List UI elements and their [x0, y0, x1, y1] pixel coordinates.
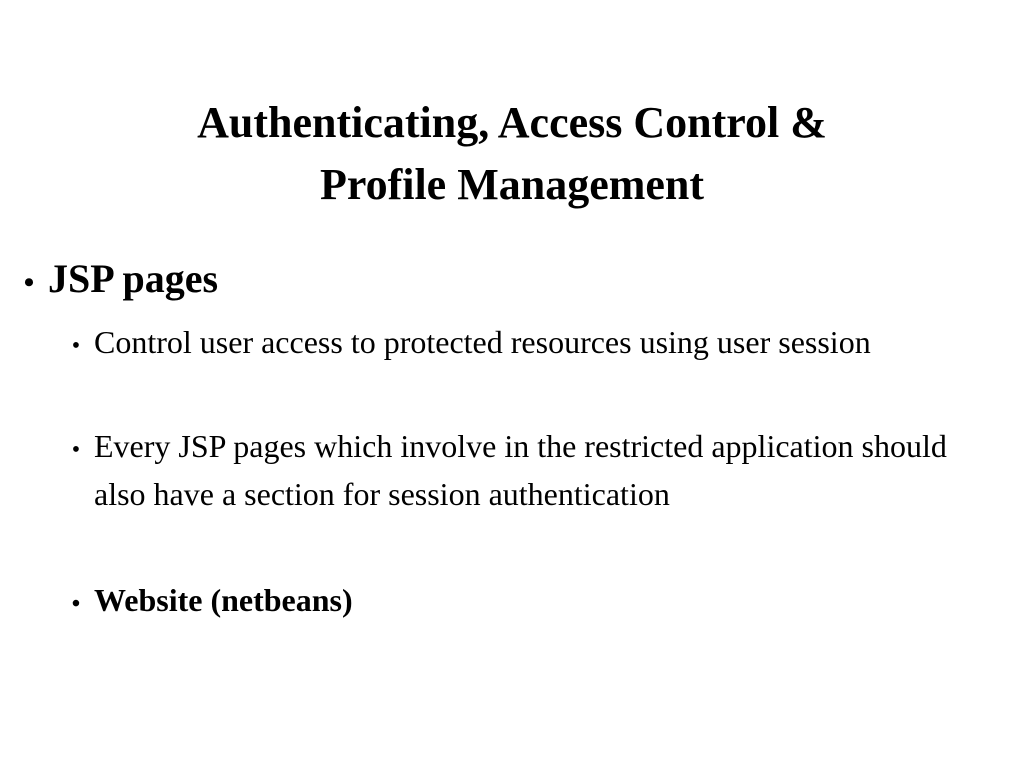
slide-title: [0, 92, 1024, 216]
sub-bullet-text: Every JSP pages which involve in the restricted application should also have a section for session authentication: [94, 428, 947, 512]
title-line-1: Authenticating, Access Control &: [197, 98, 827, 147]
sub-bullet-website: [58, 576, 958, 628]
bullet-dot-icon: •: [71, 333, 81, 359]
bullet-jsp-pages: [10, 254, 218, 308]
bullet-dot-icon: •: [71, 437, 81, 463]
sub-bullet-session-section: [58, 422, 958, 518]
sub-bullet-text: Control user access to protected resources using user session: [94, 324, 871, 360]
bullet-dot-icon: •: [71, 591, 81, 617]
title-line-2: Profile Management: [319, 160, 705, 209]
bullet-dot-icon: •: [23, 266, 35, 299]
bullet-text: JSP pages: [48, 256, 219, 301]
sub-bullet-text: Website (netbeans): [94, 582, 353, 618]
sub-bullet-control-access: [58, 318, 958, 370]
